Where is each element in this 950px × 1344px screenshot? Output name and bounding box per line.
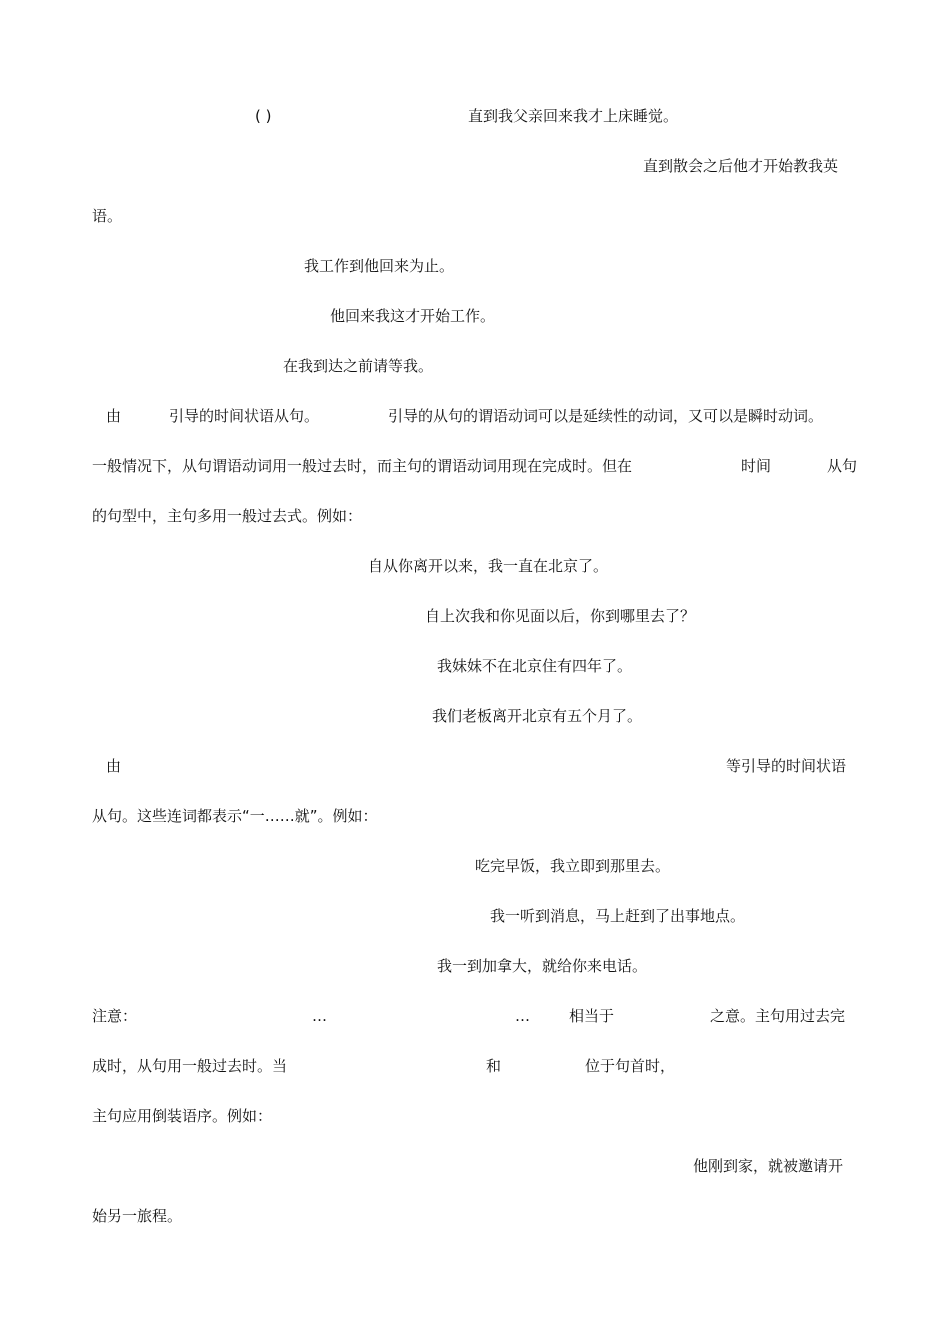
- paragraph-text: 一般情况下，从句谓语动词用一般过去时，而主句的谓语动词用现在完成时。但在: [92, 457, 633, 475]
- paragraph-text: 成时，从句用一般过去时。当: [92, 1057, 288, 1075]
- paragraph-text: …: [312, 1007, 327, 1025]
- example-translation: 他回来我这才开始工作。: [330, 307, 496, 325]
- example-translation-continued: 语。: [92, 207, 123, 225]
- example-translation: 我一到加拿大，就给你来电话。: [437, 957, 648, 975]
- paragraph-text: 引导的时间状语从句。: [169, 407, 320, 425]
- paragraph-text: 主句应用倒装语序。例如：: [92, 1107, 273, 1125]
- example-translation: 在我到达之前请等我。: [283, 357, 434, 375]
- paragraph-text: 之意。主句用过去完: [710, 1007, 846, 1025]
- paragraph-text: 等引导的时间状语: [726, 757, 847, 775]
- example-translation: 自从你离开以来，我一直在北京了。: [368, 557, 609, 575]
- paragraph-text: 相当于: [569, 1007, 615, 1025]
- note-label: 注意：: [92, 1007, 138, 1025]
- paragraph-text: 位于句首时，: [585, 1057, 676, 1075]
- paragraph-text: 从句: [827, 457, 858, 475]
- paragraph-text: 从句。这些连词都表示“一……就”。例如：: [92, 807, 378, 825]
- example-translation: 我工作到他回来为止。: [304, 257, 455, 275]
- paragraph-text: 由: [106, 407, 122, 425]
- paragraph-text: 和: [486, 1057, 502, 1075]
- example-translation-continued: 始另一旅程。: [92, 1207, 183, 1225]
- example-translation: 他刚到家，就被邀请开: [693, 1157, 844, 1175]
- paragraph-text: 时间: [741, 457, 772, 475]
- answer-blank-parentheses: ( ): [255, 107, 272, 125]
- example-translation: 我妹妹不在北京住有四年了。: [437, 657, 633, 675]
- example-translation: 我一听到消息，马上赶到了出事地点。: [490, 907, 746, 925]
- example-translation: 吃完早饭，我立即到那里去。: [475, 857, 671, 875]
- example-translation: 我们老板离开北京有五个月了。: [432, 707, 643, 725]
- example-translation: 直到我父亲回来我才上床睡觉。: [468, 107, 679, 125]
- example-translation: 直到散会之后他才开始教我英: [643, 157, 839, 175]
- paragraph-text: 的句型中，主句多用一般过去式。例如：: [92, 507, 363, 525]
- example-translation: 自上次我和你见面以后，你到哪里去了？: [425, 607, 696, 625]
- paragraph-text: …: [515, 1007, 530, 1025]
- paragraph-text: 引导的从句的谓语动词可以是延续性的动词，又可以是瞬时动词。: [388, 407, 824, 425]
- paragraph-text: 由: [106, 757, 122, 775]
